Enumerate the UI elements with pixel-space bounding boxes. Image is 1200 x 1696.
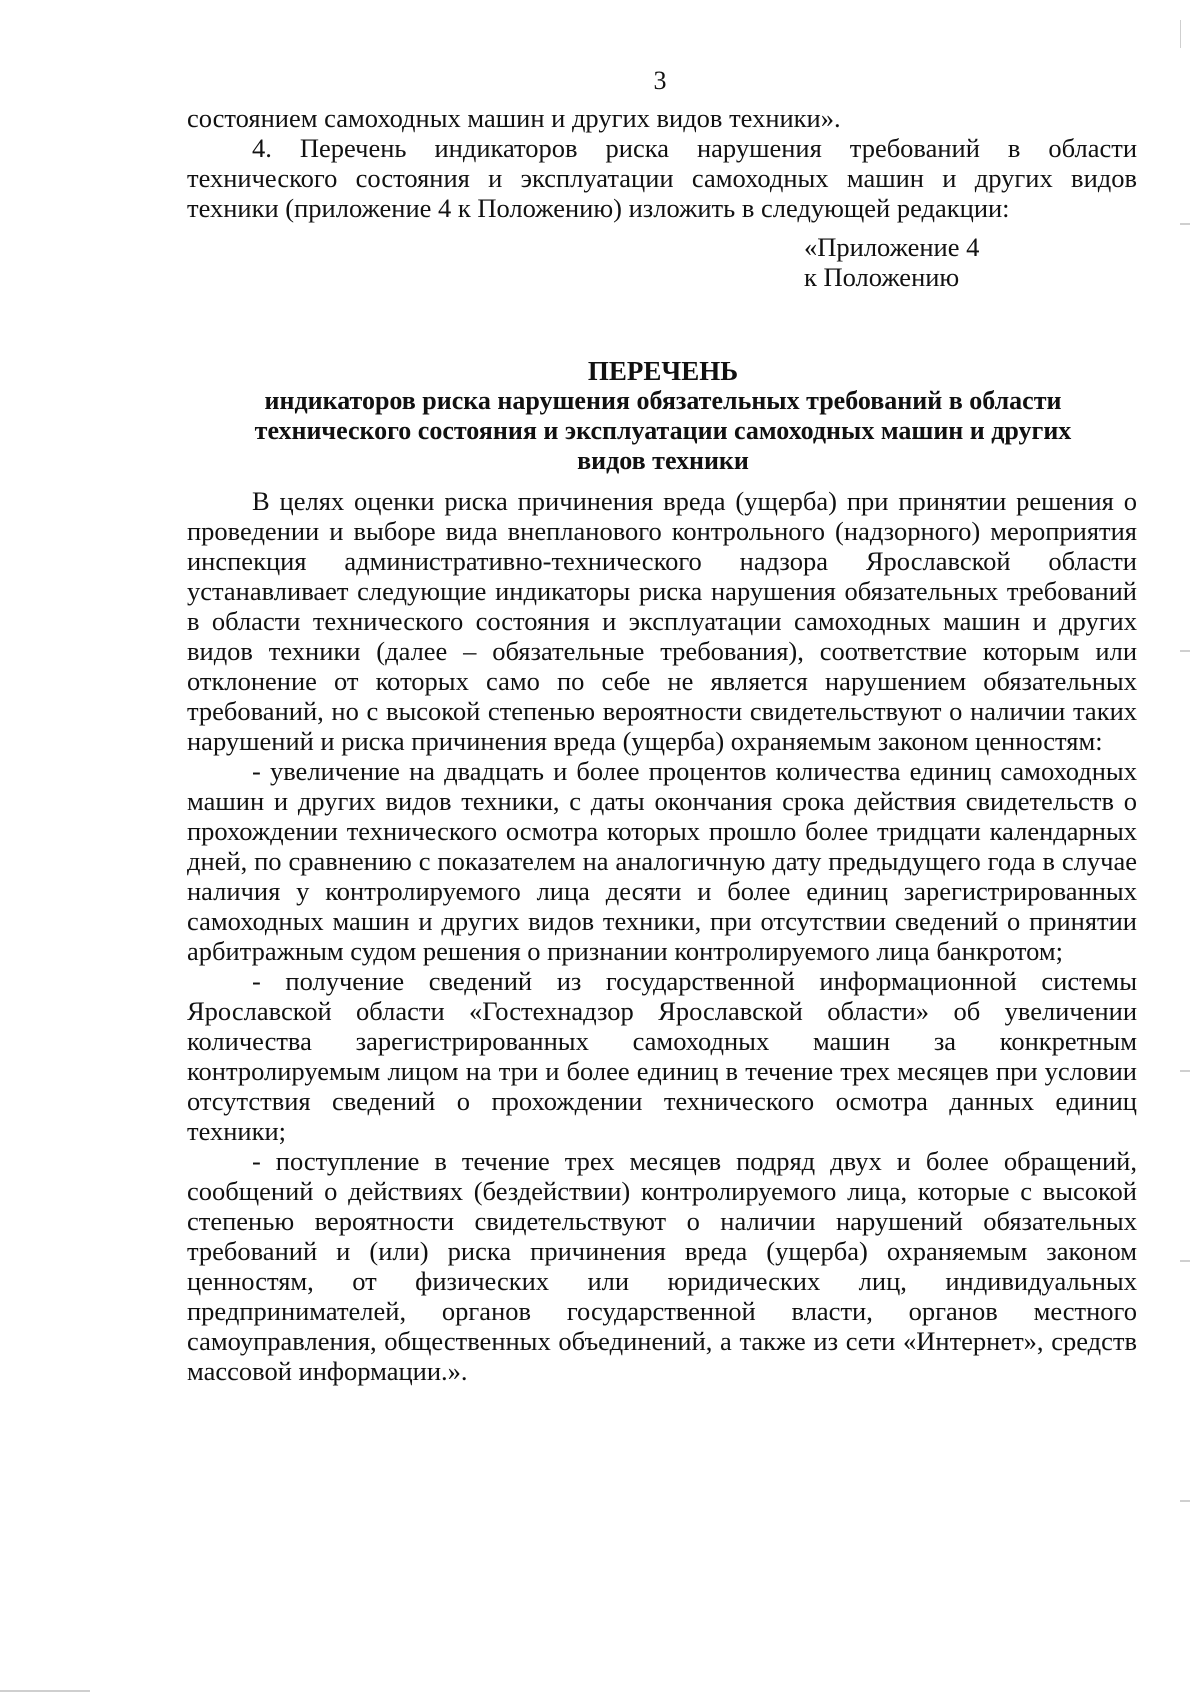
appendix-line-2: к Положению — [804, 262, 960, 292]
scan-artifact — [1180, 650, 1190, 652]
purpose-paragraph: В целях оценки риска причинения вреда (ущерба) при принятии решения о проведении и выборе вида внепланового контрольного (надзорного) мероприятия инспекция административно-технического надзора Ярославской области устанавливает следующие индикаторы риска нарушения обязательных требований в области технического состояния и эксплуатации самоходных машин и других видов техники (далее – обязательные требования), соответствие которым или отклонение от которых само по себе не является нарушением обязательных требований, но с высокой степенью вероятности свидетельствуют о наличии таких нарушений и риска причинения вреда (ущерба) охраняемым законом ценностям: — [187, 486, 1137, 756]
scan-artifact — [1180, 1500, 1190, 1502]
scan-artifact — [1180, 20, 1181, 48]
item-4-paragraph: 4. Перечень индикаторов риска нарушения требований в области технического состояния и эксплуатации самоходных машин и других видов техники (приложение 4 к Положению) изложить в следующей редакции: — [187, 133, 1137, 223]
intro-block — [187, 103, 1137, 223]
scan-artifact — [0, 1690, 90, 1692]
list-subtitle-line-3: видов техники — [577, 446, 749, 475]
scan-artifact — [1180, 223, 1190, 225]
scan-artifact — [1180, 1260, 1190, 1262]
appendix-reference — [804, 232, 979, 292]
main-text — [187, 486, 1137, 1386]
list-subtitle-line-1: индикаторов риска нарушения обязательных требований в области — [264, 386, 1062, 415]
appendix-line-1: «Приложение 4 — [804, 232, 980, 262]
indicator-item-1: - увеличение на двадцать и более процентов количества единиц самоходных машин и других видов техники, с даты окончания срока действия свидетельств о прохождении технического осмотра которых прошло более тридцати календарных дней, по сравнению с показателем на аналогичную дату предыдущего года в случае наличия у контролируемого лица десяти и более единиц зарегистрированных самоходных машин и других видов техники, при отсутствии сведений о принятии арбитражным судом решения о признании контролируемого лица банкротом; — [187, 756, 1137, 966]
indicator-item-2: - получение сведений из государственной информационной системы Ярославской области «Гостехнадзор Ярославской области» об увеличении количества зарегистрированных самоходных машин за конкретным контролируемым лицом на три и более единиц в течение трех месяцев при условии отсутствия сведений о прохождении технического осмотра данных единиц техники; — [187, 966, 1137, 1146]
continued-line: состоянием самоходных машин и других видов техники». — [187, 103, 841, 133]
scan-artifact — [1180, 1070, 1190, 1072]
indicator-item-3: - поступление в течение трех месяцев подряд двух и более обращений, сообщений о действиях (бездействии) контролируемого лица, которые с высокой степенью вероятности свидетельствуют о наличии нарушений обязательных требований и (или) риска причинения вреда (ущерба) охраняемым законом ценностям, от физических или юридических лиц, индивидуальных предпринимателей, органов государственной власти, органов местного самоуправления, общественных объединений, а также из сети «Интернет», средств массовой информации.». — [187, 1146, 1137, 1386]
list-subtitle-line-2: технического состояния и эксплуатации самоходных машин и других — [254, 416, 1072, 445]
list-subtitle — [150, 386, 1176, 476]
page-number: 3 — [653, 66, 667, 95]
list-title: ПЕРЕЧЕНЬ — [587, 356, 739, 386]
